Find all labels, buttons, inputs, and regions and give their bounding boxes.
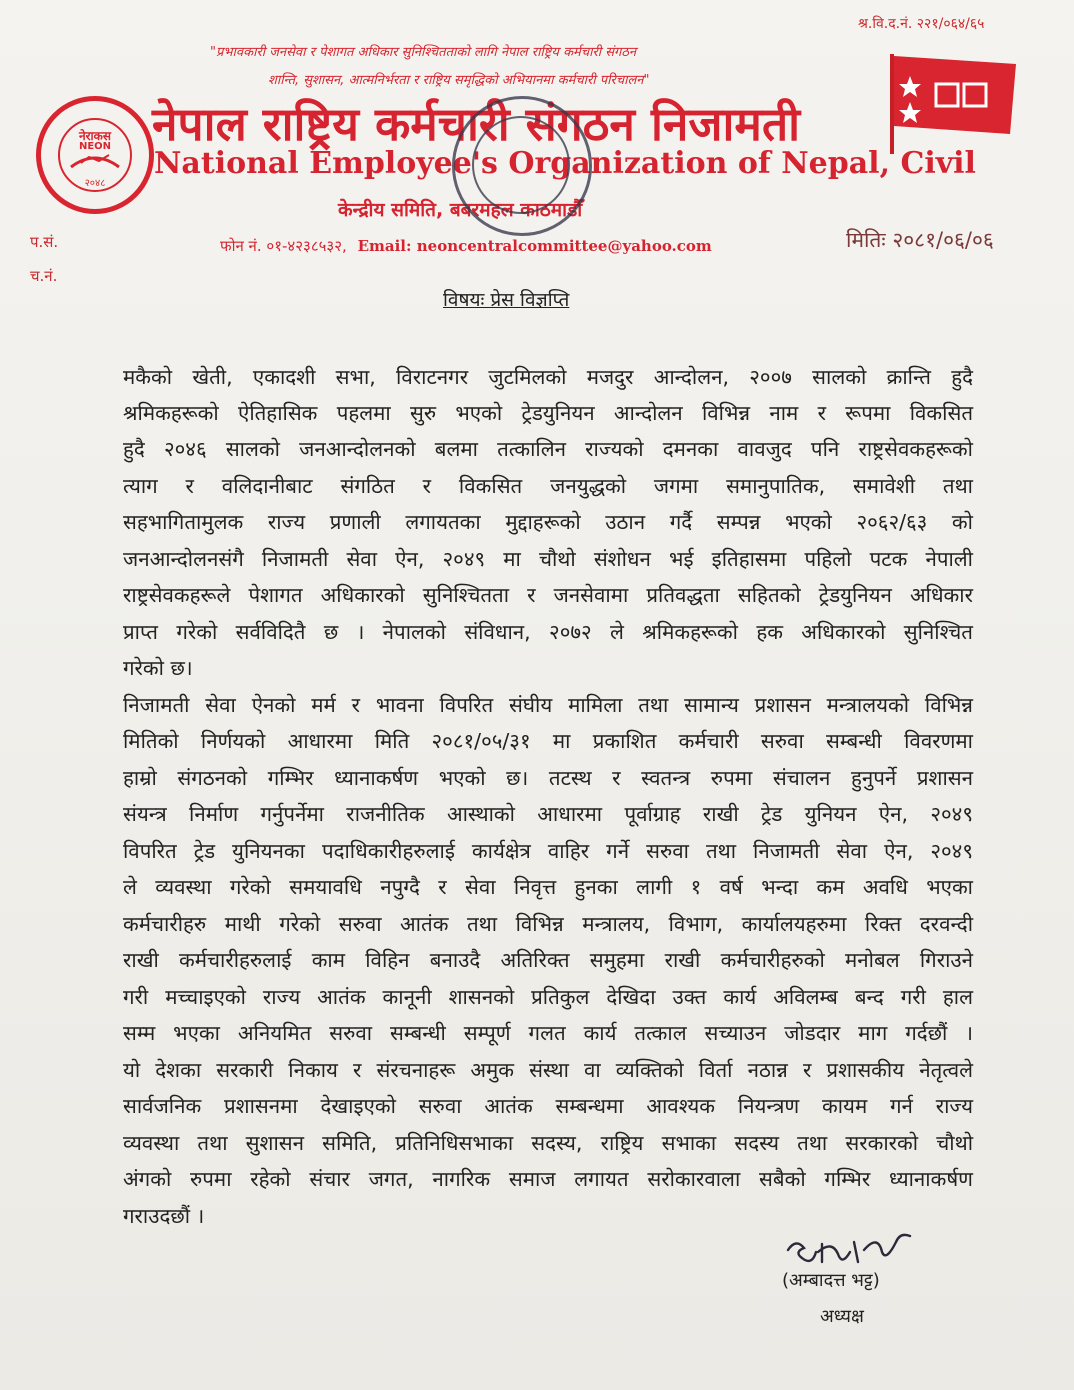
committee-address: केन्द्रीय समिति, बबरमहल काठमाडौँ [338, 199, 583, 221]
body-line: सार्वजनिक प्रशासनमा देखाइएको सरुवा आतंक सम्बन्धमा आवश्यक नियन्त्रण कायम गर्न राज्य [123, 1094, 973, 1118]
slogan-line-2: शान्ति, सुशासन, आत्मनिर्भरता र राष्ट्रिय समृद्धिको अभियानमा कर्मचारी परिचालन" [268, 73, 650, 88]
body-line: राखी कर्मचारीहरुलाई काम विहिन बनाउदै अतिरिक्त समुहमा राखी कर्मचारीहरुको मनोबल गिराउने [123, 948, 973, 972]
slogan-line-1: "प्रभावकारी जनसेवा र पेशागत अधिकार सुनिश्चितताको लागि नेपाल राष्ट्रिय कर्मचारी संगठन [210, 45, 637, 60]
letter-date: मितिः २०८१/०६/०६ [846, 228, 994, 252]
body-line: गराउदछौं । [123, 1204, 205, 1228]
body-line: सम्म भएका अनियमित सरुवा सम्बन्धी सम्पूर्ण गलत कार्य तत्काल सच्याउन जोडदार माग गर्दछौं । [123, 1021, 973, 1045]
body-line: यो देशका सरकारी निकाय र संरचनाहरू अमुक संस्था वा व्यक्तिको विर्ता नठान्न र प्रशासकीय नेतृत्वले [123, 1058, 973, 1082]
body-line: गरेको छ। [123, 656, 193, 680]
title-english: National Employee's Organization of Nepal, Civil [154, 146, 976, 181]
handwritten-signature [782, 1222, 922, 1274]
seal-artwork [41, 101, 149, 209]
body-line: त्याग र वलिदानीबाट संगठित र विकसित जनयुद्धको जगमा समानुपातिक, समावेशी तथा [123, 474, 973, 498]
email-address: Email: neoncentralcommittee@yahoo.com [357, 237, 712, 255]
body-line: व्यवस्था तथा सुशासन समिति, प्रतिनिधिसभाका सदस्य, राष्ट्रिय सभाका सदस्य तथा सरकारको चौथो [123, 1131, 973, 1155]
signatory-title: अध्यक्ष [820, 1306, 864, 1327]
dispatch-number-label: च.नं. [30, 267, 58, 285]
body-line: मकैको खेती, एकादशी सभा, विराटनगर जुटमिलको मजदुर आन्दोलन, २००७ सालको क्रान्ति हुदै [123, 365, 973, 389]
registration-number: श्र.वि.द.नं. २२१/०६४/६५ [858, 16, 985, 32]
body-line: जनआन्दोलनसंगै निजामती सेवा ऐन, २०४९ मा चौथो संशोधन भई इतिहासमा पहिलो पटक नेपाली [123, 547, 973, 571]
seal-text-year: २०४८ [84, 178, 106, 189]
body-line: गरी मच्चाइएको राज्य आतंक कानूनी शासनको प्रतिकुल देखिदा उक्त कार्य अविलम्ब बन्द गरी हाल [123, 985, 973, 1009]
flag-icon [878, 46, 1024, 156]
title-nepali: नेपाल राष्ट्रिय कर्मचारी संगठन निजामती [152, 97, 801, 151]
seal-text-neon: NEON [78, 141, 112, 152]
body-line: संयन्त्र निर्माण गर्नुपर्नेमा राजनीतिक आस्थाको आधारमा पूर्वाग्राह राखी ट्रेड युनियन ऐन, २०४९ [123, 802, 973, 826]
body-line: श्रमिकहरूको ऐतिहासिक पहलमा सुरु भएको ट्रेडयुनियन आन्दोलन विभिन्न नाम र रूपमा विकसित [123, 401, 973, 425]
subject-heading: विषयः प्रेस विज्ञप्ति [443, 289, 570, 311]
body-line: सहभागितामुलक राज्य प्रणाली लगायतका मुद्दाहरूको उठान गर्दै सम्पन्न भएको २०६२/६३ को [123, 510, 973, 534]
stamp-inner-ring [472, 116, 570, 214]
committee-round-stamp [452, 96, 592, 236]
body-line: हाम्रो संगठनको गम्भिर ध्यानाकर्षण भएको छ। तटस्थ र स्वतन्त्र रुपमा संचालन हुनुपर्ने प्रशासन [123, 766, 973, 790]
signatory-name: (अम्बादत्त भट्ट) [782, 1270, 880, 1291]
contact-line [220, 236, 712, 256]
phone-number: फोन नं. ०१-४२३८५३२, [220, 237, 347, 255]
organization-seal-logo [36, 96, 154, 214]
seal-text-nerakas: नेराकस [78, 129, 111, 143]
body-line: मितिको निर्णयको आधारमा मिति २०८१/०५/३१ मा प्रकाशित कर्मचारी सरुवा सम्बन्धी विवरणमा [123, 729, 973, 753]
reference-number-label: प.सं. [30, 233, 59, 251]
body-line: विपरित ट्रेड युनियनका पदाधिकारीहरुलाई कार्यक्षेत्र वाहिर गर्ने सरुवा तथा निजामती सेवा ऐन, २०४९ [123, 839, 973, 863]
body-line: अंगको रुपमा रहेको संचार जगत, नागरिक समाज लगायत सरोकारवाला सबैको गम्भिर ध्यानाकर्षण [123, 1167, 973, 1191]
body-line: कर्मचारीहरु माथी गरेको सरुवा आतंक तथा विभिन्न मन्त्रालय, विभाग, कार्यालयहरुमा रिक्त दरवन्दी [123, 912, 973, 936]
body-line: प्राप्त गरेको सर्वविदितै छ । नेपालको संविधान, २०७२ ले श्रमिकहरूको हक अधिकारको सुनिश्चित [123, 620, 973, 644]
body-line: राष्ट्रसेवकहरूले पेशागत अधिकारको सुनिश्चितता र जनसेवामा प्रतिवद्धता सहितको ट्रेडयुनियन अधिकार [123, 583, 973, 607]
body-line: ले व्यवस्था गरेको समयावधि नपुग्दै र सेवा निवृत्त हुनका लागी १ वर्ष भन्दा कम अवधि भएका [123, 875, 973, 899]
body-line: निजामती सेवा ऐनको मर्म र भावना विपरित संघीय मामिला तथा सामान्य प्रशासन मन्त्रालयको विभिन्न [123, 693, 973, 717]
body-line: हुदै २०४६ सालको जनआन्दोलनको बलमा तत्कालिन राज्यको दमनका वावजुद पनि राष्ट्रसेवकहरूको [123, 437, 973, 461]
